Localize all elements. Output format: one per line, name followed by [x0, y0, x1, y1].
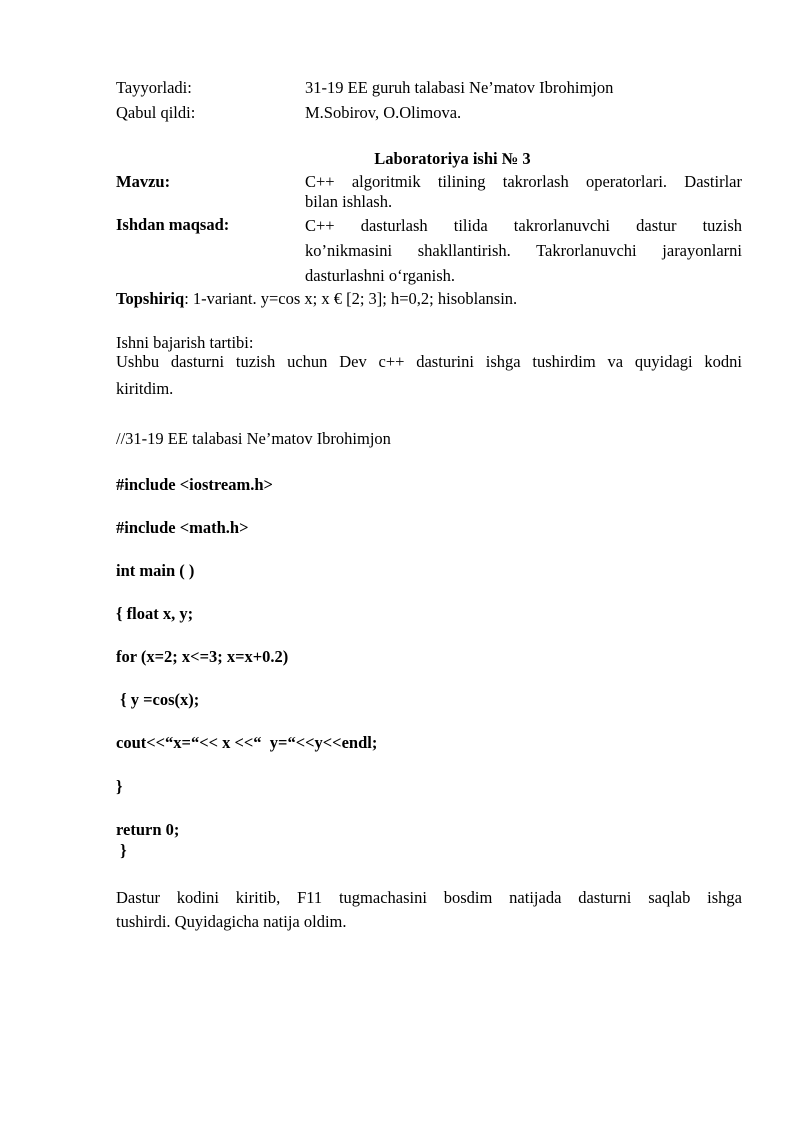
procedure-line-1: Ushbu dasturni tuzish uchun Dev c++ dasturini ishga tushirdim va quyidagi kodni [116, 352, 742, 371]
procedure-heading: Ishni bajarish tartibi: [116, 333, 254, 352]
code-declaration: { float x, y; [116, 604, 194, 623]
topic-line-1: C++ algoritmik tilining takrorlash operatorlari. Dastirlar [305, 172, 742, 191]
goal-line-3: dasturlashni o‘rganish. [305, 266, 456, 285]
accepted-by-label: Qabul qildi: [116, 103, 196, 122]
code-close-brace: } [116, 777, 123, 796]
code-main: int main ( ) [116, 561, 195, 580]
code-final-brace: } [116, 841, 127, 860]
accepted-by-value: M.Sobirov, O.Olimova. [305, 103, 462, 122]
topic-text [305, 172, 742, 212]
lab-title: Laboratoriya ishi № 3 [374, 149, 531, 168]
topic-line-2: bilan ishlash. [305, 192, 393, 211]
code-return: return 0; [116, 820, 180, 839]
goal-text [305, 213, 742, 288]
task-text: : 1-variant. y=cos x; x € [2; 3]; h=0,2; hisoblansin. [184, 289, 518, 308]
procedure-line-2: kiritdim. [116, 379, 174, 398]
prepared-by-value: 31-19 EE guruh talabasi Ne’matov Ibrohimjon [305, 78, 614, 97]
prepared-by-label: Tayyorladi: [116, 78, 192, 97]
code-loop-body: { y =cos(x); [116, 690, 200, 709]
task-label: Topshiriq [116, 289, 185, 308]
conclusion-line-1: Dastur kodini kiritib, F11 tugmachasini bosdim natijada dasturni saqlab ishga [116, 888, 742, 907]
code-comment: //31-19 EE talabasi Ne’matov Ibrohimjon [116, 429, 391, 448]
goal-line-2: ko’nikmasini shakllantirish. Takrorlanuvchi jarayonlarni [305, 241, 742, 260]
conclusion-line-2: tushirdi. Quyidagicha natija oldim. [116, 912, 347, 931]
code-include-math: #include <math.h> [116, 518, 249, 537]
code-for-loop: for (x=2; x<=3; x=x+0.2) [116, 647, 289, 666]
code-include-iostream: #include <iostream.h> [116, 475, 273, 494]
goal-line-1: C++ dasturlash tilida takrorlanuvchi dastur tuzish [305, 216, 742, 235]
goal-label: Ishdan maqsad: [116, 215, 230, 234]
code-output: cout<<“x=“<< x <<“ y=“<<y<<endl; [116, 733, 378, 752]
task-line [116, 289, 517, 309]
topic-label: Mavzu: [116, 172, 171, 191]
